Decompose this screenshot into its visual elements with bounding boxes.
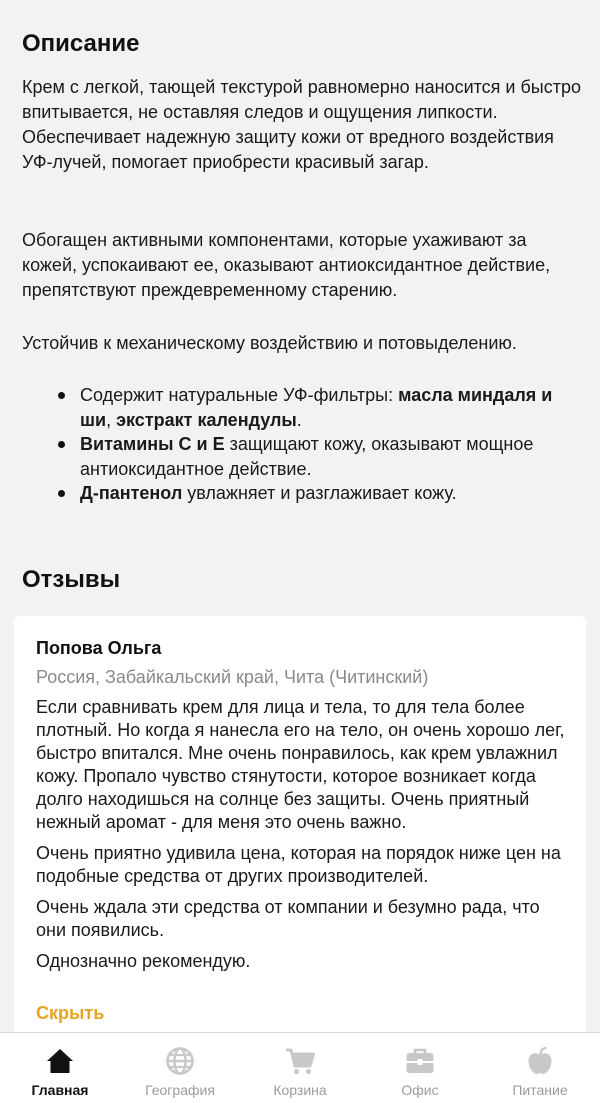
review-paragraph: Очень ждала эти средства от компании и безумно рада, что они появились. xyxy=(36,897,540,940)
review-paragraph: Очень приятно удивила цена, которая на порядок ниже цен на подобные средства от других производителей. xyxy=(36,843,561,886)
review-author: Попова Ольга xyxy=(36,638,162,658)
tab-label: Главная xyxy=(31,1082,89,1098)
feature-item: Д-пантенол увлажняет и разглаживает кожу. xyxy=(58,481,583,506)
review-paragraph: Однозначно рекомендую. xyxy=(36,951,251,971)
feature-item: Содержит натуральные УФ-фильтры: масла миндаля и ши, экстракт календулы. xyxy=(58,383,583,432)
tab-cart[interactable] xyxy=(240,1033,360,1103)
tab-home[interactable] xyxy=(0,1033,120,1103)
review-location: Россия, Забайкальский край, Чита (Читинский) xyxy=(36,667,429,687)
tab-office[interactable] xyxy=(360,1033,480,1103)
bottom-tab-bar xyxy=(0,1032,600,1103)
tab-label: Питание xyxy=(512,1082,568,1098)
reviews-title: Отзывы xyxy=(22,566,121,593)
description-paragraph: Крем с легкой, тающей текстурой равномерно наносится и быстро впитывается, не оставляя следов и ощущения липкости. Обеспечивает надежную защиту кожи от вредного воздействия УФ-лучей, помогает приобрести красивый загар. xyxy=(22,77,581,172)
tab-geography[interactable] xyxy=(120,1033,240,1103)
review-paragraph: Если сравнивать крем для лица и тела, то для тела более плотный. Но когда я нанесла его на тело, он очень хорошо лег, быстро впитался. Мне очень понравилось, как крем увлажнил кожу. Пропало чувство стянутости, которое возникает когда долго находишься на солнце без защиты. Очень приятный нежный аромат - для меня это очень важно. xyxy=(36,697,565,832)
review-body xyxy=(36,696,566,981)
description-title: Описание xyxy=(22,30,140,57)
apple-icon xyxy=(524,1045,556,1077)
hide-review-link[interactable]: Скрыть xyxy=(36,1003,105,1023)
review-card xyxy=(14,616,586,1032)
tab-label: Офис xyxy=(401,1082,439,1098)
briefcase-icon xyxy=(404,1045,436,1077)
cart-icon xyxy=(284,1045,316,1077)
home-icon xyxy=(44,1045,76,1077)
feature-item: Витамины С и Е защищают кожу, оказывают мощное антиоксидантное действие. xyxy=(58,432,583,481)
tab-label: География xyxy=(145,1082,215,1098)
description-paragraph: Устойчив к механическому воздействию и потовыделению. xyxy=(22,333,517,353)
globe-icon xyxy=(164,1045,196,1077)
features-list xyxy=(58,383,583,506)
tab-label: Корзина xyxy=(273,1082,327,1098)
tab-nutrition[interactable] xyxy=(480,1033,600,1103)
description-paragraph: Обогащен активными компонентами, которые ухаживают за кожей, успокаивают ее, оказывают антиоксидантное действие, препятствуют преждевременному старению. xyxy=(22,230,551,300)
